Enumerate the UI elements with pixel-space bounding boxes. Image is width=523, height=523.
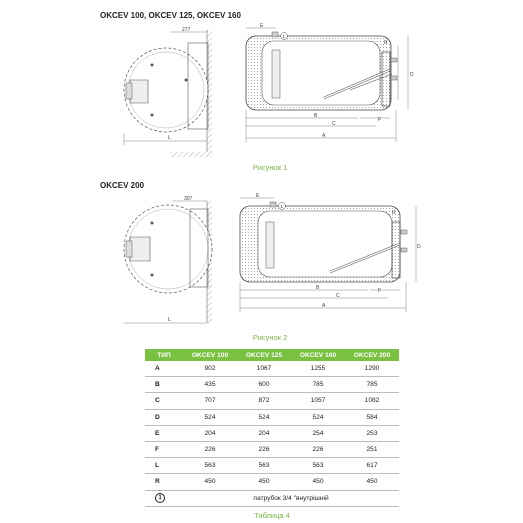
table-cell: 253 (345, 425, 399, 441)
table-caption: Таблица 4 (254, 511, 290, 520)
figure2-C-label: C (336, 293, 340, 299)
table-cell: 563 (237, 458, 291, 474)
figure1-title: OKCEV 100, OKCEV 125, OKCEV 160 (100, 11, 241, 20)
table-cell: 600 (237, 377, 291, 393)
table-cell: 204 (237, 425, 291, 441)
figure1-D-label: D (410, 72, 414, 78)
table-cell: 450 (345, 474, 399, 490)
table-cell: 1290 (345, 361, 399, 377)
header-type: ТИП (145, 349, 183, 361)
row-key: D (145, 409, 183, 425)
table-row (145, 441, 399, 457)
figure1-L-label: L (168, 135, 172, 141)
table-cell: 524 (183, 409, 237, 425)
header-okcev200: OKCEV 200 (345, 349, 399, 361)
table-cell: 1067 (237, 361, 291, 377)
table-cell: 450 (183, 474, 237, 490)
table-row (145, 377, 399, 393)
figure1-front-view (232, 22, 417, 154)
header-okcev100: OKCEV 100 (183, 349, 237, 361)
table-cell: 435 (183, 377, 237, 393)
figure2-D-label: D (417, 244, 421, 250)
figure1-note-marker: 1 (282, 34, 286, 39)
figure2-side-dim: 307 (184, 196, 193, 202)
table-cell: 563 (183, 458, 237, 474)
spec-table (145, 349, 399, 507)
header-okcev160: OKCEV 160 (291, 349, 345, 361)
table-cell: 226 (291, 441, 345, 457)
figure2-side-view (100, 193, 225, 333)
table-row (145, 361, 399, 377)
row-key: R (145, 474, 183, 490)
row-key: A (145, 361, 183, 377)
table-cell: 902 (183, 361, 237, 377)
table-cell: 1082 (345, 393, 399, 409)
figure2-L-label: L (168, 317, 172, 323)
spec-table-header (145, 349, 399, 361)
table-cell: 617 (345, 458, 399, 474)
figure1-R-label: R (384, 40, 388, 46)
table-cell: 872 (237, 393, 291, 409)
table-cell: 785 (291, 377, 345, 393)
row-key: F (145, 441, 183, 457)
table-note-row (145, 490, 399, 506)
figure2-R-label: R (392, 210, 396, 216)
figure1-E-label: E (260, 23, 264, 29)
note-key (145, 490, 183, 506)
table-cell: 226 (237, 441, 291, 457)
table-cell: 450 (291, 474, 345, 490)
figure2-A-label: A (322, 303, 326, 309)
figure2-note-marker: 1 (280, 204, 284, 209)
note-marker: 1 (155, 493, 165, 503)
table-cell: 524 (237, 409, 291, 425)
figure1-A-label: A (322, 133, 326, 139)
table-cell: 584 (345, 409, 399, 425)
table-row (145, 393, 399, 409)
figure2-title: OKCEV 200 (100, 181, 145, 190)
table-cell: 226 (183, 441, 237, 457)
figure2-B-label: B (316, 285, 320, 291)
table-cell: 251 (345, 441, 399, 457)
table-cell: 450 (237, 474, 291, 490)
table-cell: 785 (345, 377, 399, 393)
figure2-E-label: E (256, 193, 260, 199)
table-row (145, 425, 399, 441)
table-row (145, 409, 399, 425)
table-row (145, 474, 399, 490)
figure2-front-view (232, 192, 422, 322)
table-cell: 1255 (291, 361, 345, 377)
figure1-caption: Рисунок 1 (252, 163, 288, 172)
header-okcev125: OKCEV 125 (237, 349, 291, 361)
table-cell: 563 (291, 458, 345, 474)
figure2-F-label: F (378, 288, 382, 294)
row-key: L (145, 458, 183, 474)
table-cell: 1057 (291, 393, 345, 409)
figure1-side-view (100, 25, 225, 165)
figure1-B-label: B (314, 113, 318, 119)
figure1-C-label: C (332, 121, 336, 127)
row-key: C (145, 393, 183, 409)
figure1-F-label: F (378, 117, 382, 123)
row-key: B (145, 377, 183, 393)
table-cell: 204 (183, 425, 237, 441)
row-key: E (145, 425, 183, 441)
figure2-caption: Рисунок 2 (252, 333, 288, 342)
note-text: патрубок 3/4 "внутрішній (183, 490, 399, 506)
table-cell: 524 (291, 409, 345, 425)
table-row (145, 458, 399, 474)
table-cell: 707 (183, 393, 237, 409)
table-cell: 254 (291, 425, 345, 441)
figure1-side-dim: 277 (182, 27, 191, 33)
